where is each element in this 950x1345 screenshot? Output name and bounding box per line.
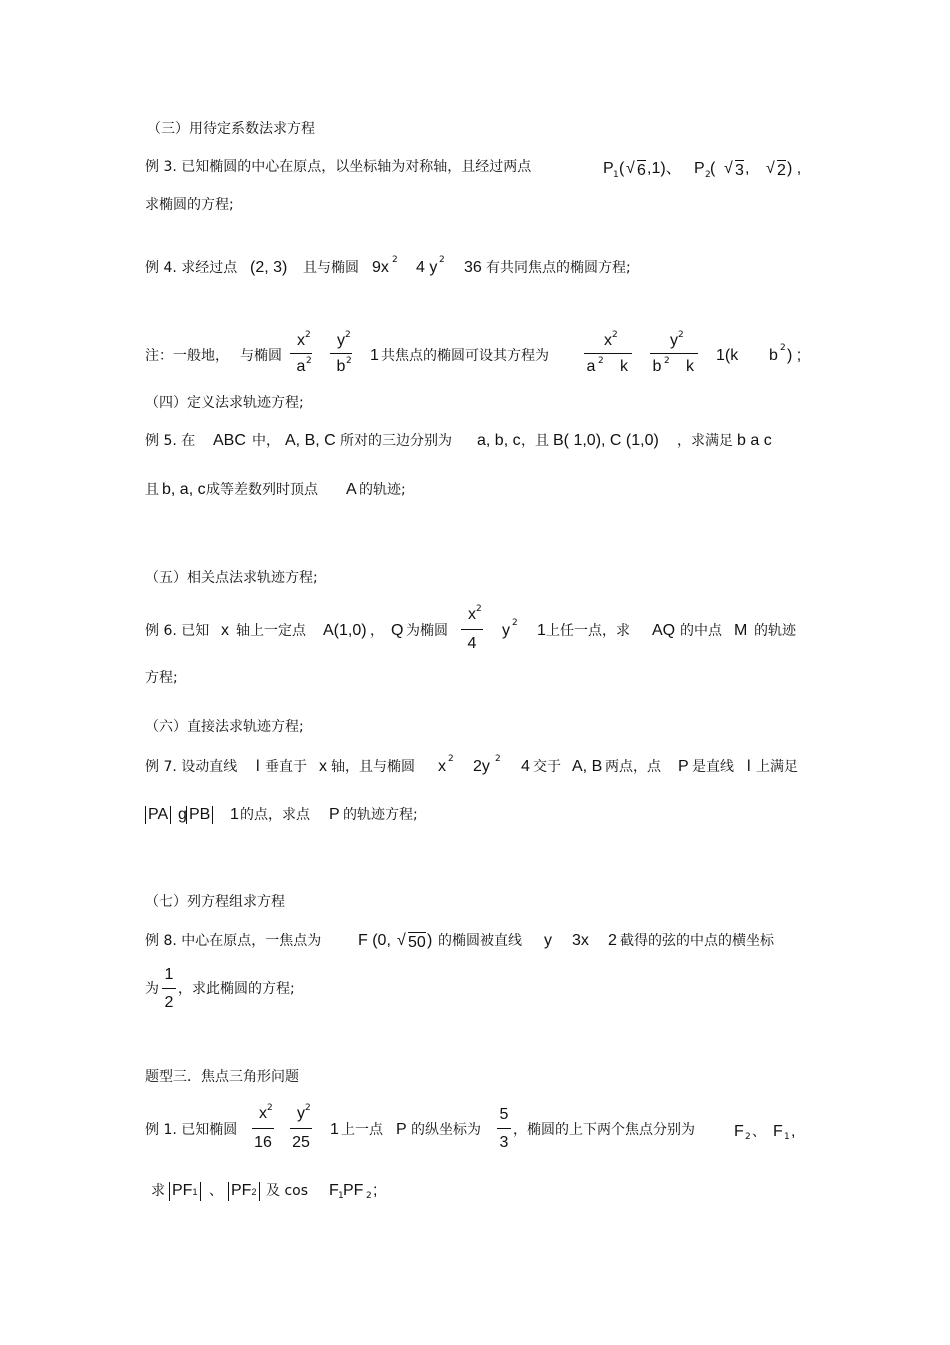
note-tail-1: 1(k (716, 347, 739, 364)
example-8-text-4: 为 (145, 981, 159, 997)
exponent: 2 (476, 604, 482, 614)
sqrt-sign: √ (397, 932, 406, 949)
numerator: x (468, 606, 476, 623)
example-6-text-6: 的中点 (680, 623, 722, 639)
fraction-bar (290, 353, 312, 354)
example-7-text-7: 上满足 (756, 759, 798, 775)
abs-pa (145, 806, 171, 824)
focus-close: ) (427, 932, 433, 949)
example-5-text-2: 中， (252, 433, 280, 449)
exponent: 2 (345, 330, 351, 340)
y-term: 2y (473, 758, 490, 775)
exponent: 2 (448, 754, 454, 764)
fraction-bar (290, 1128, 312, 1129)
x-term: x (438, 758, 446, 775)
note-one: 1 (370, 347, 379, 364)
eq-one: 1 (230, 806, 239, 823)
points-bc: B( 1,0), C (1,0) (553, 432, 659, 449)
problem-type-3-heading: 题型三．焦点三角形问题 (145, 1069, 299, 1085)
point-p: P (678, 758, 689, 775)
p1-radicand: 6 (637, 162, 646, 179)
exponent: 2 (305, 1103, 311, 1113)
line-l: l (747, 758, 751, 775)
example-5-text: 例 5. 在 (145, 433, 196, 449)
radicand-50: 50 (408, 934, 426, 951)
exponent: 2 (780, 343, 786, 353)
y-var: y (544, 932, 552, 949)
semicolon: ; (373, 1182, 378, 1199)
point-p2: P (694, 160, 705, 177)
example-7-text-3: 轴，且与椭圆 (331, 759, 415, 775)
angle-pf2: PF (343, 1182, 364, 1199)
fraction-bar (461, 629, 483, 630)
p1-rest: ,1)、 (647, 160, 682, 177)
example-1-text-5: 求 (151, 1183, 165, 1199)
fraction-x2-a2-k (584, 332, 632, 378)
subscript: 1 (784, 1132, 790, 1142)
p1-open: ( (619, 160, 625, 177)
numerator: y (670, 332, 678, 349)
line-l: l (256, 758, 260, 775)
midpoint-m: M (734, 622, 748, 639)
segment-aq: AQ (652, 622, 676, 639)
triangle-abc: ABC (213, 432, 246, 449)
p2-close: ) , (787, 160, 802, 177)
comma: , (791, 1123, 796, 1140)
sides-bac: b, a, c (162, 481, 206, 498)
example-5-text-4: ，且 (521, 433, 549, 449)
example-8-text: 例 8. 中心在原点，一焦点为 (145, 933, 322, 949)
point-p1-sub: 1 (613, 170, 619, 180)
subscript: 1 (192, 1187, 198, 1197)
example-6-text-7: 的轨迹 (754, 623, 796, 639)
fraction-bar (584, 353, 632, 354)
exponent: 2 (306, 356, 312, 366)
denominator: 4 (467, 635, 477, 652)
segment-pf1: PF (172, 1182, 193, 1199)
note-label: 注：一般地， (145, 348, 229, 364)
denominator: b (336, 358, 346, 375)
point-q: Q (391, 622, 404, 639)
example-8-text-3: 截得的弦的中点的横坐标 (620, 933, 774, 949)
denominator: 25 (292, 1134, 310, 1151)
sqrt-sign: √ (724, 160, 733, 177)
example-1-text-4: ，椭圆的上下两个焦点分别为 (513, 1122, 695, 1138)
separator: 、 (752, 1124, 766, 1140)
exponent: 2 (305, 330, 311, 340)
eq-term-9x: 9x (372, 259, 389, 276)
denominator-k: k (686, 358, 694, 375)
example-8-text-5: ，求此椭圆的方程; (178, 981, 295, 997)
abs-pf1 (169, 1182, 201, 1201)
fraction-x2-4 (461, 606, 483, 654)
section-heading-3: （三）用待定系数法求方程 (147, 121, 315, 137)
denominator-k: k (620, 358, 628, 375)
fraction-bar (497, 1128, 511, 1129)
exponent: 2 (495, 754, 501, 764)
exponent: 2 (267, 1103, 273, 1113)
eq-one: 1 (537, 622, 546, 639)
sqrt-sign: √ (766, 160, 775, 177)
focus-f1: F (773, 1123, 783, 1140)
exponent: 2 (664, 356, 670, 366)
example-4-text: 例 4. 求经过点 (145, 260, 238, 276)
exponent: 2 (512, 618, 518, 628)
example-5-text-8: 的轨迹; (359, 482, 406, 498)
example-6-text-3: ， (370, 623, 384, 639)
example-5-text-7: 成等差数列时顶点 (206, 482, 318, 498)
p2-radicand-1: 3 (735, 162, 744, 179)
note-text-1: 与椭圆 (240, 348, 282, 364)
denominator-b: b (652, 358, 662, 375)
subscript: 1 (338, 1191, 344, 1201)
example-7-text-5: 两点，点 (605, 759, 661, 775)
example-7-text-8: 的点，求点 (240, 807, 310, 823)
fraction-bar (330, 353, 352, 354)
exponent: 2 (612, 330, 618, 340)
x-axis-var: x (319, 758, 327, 775)
section-heading-5: （五）相关点法求轨迹方程; (145, 570, 318, 586)
fraction-5-3 (497, 1106, 511, 1154)
note-tail-2: ) ; (787, 347, 802, 364)
example-7-text-6: 是直线 (692, 759, 734, 775)
example-7-text: 例 7. 设动直线 (145, 759, 238, 775)
fraction-one-half (162, 966, 176, 1014)
fraction-y2-b2 (330, 332, 352, 378)
numerator: x (259, 1105, 267, 1122)
exponent: 2 (392, 255, 398, 265)
angle-f1: F (329, 1182, 339, 1199)
point-p: P (396, 1121, 407, 1138)
point-p: P (329, 806, 340, 823)
example-1-text-2: 上一点 (341, 1122, 383, 1138)
segment-pf2: PF (231, 1182, 252, 1199)
p2-comma: , (745, 160, 750, 177)
fraction-x2-a2 (290, 332, 312, 378)
denominator: 16 (254, 1134, 272, 1151)
section-heading-6: （六）直接法求轨迹方程; (145, 719, 304, 735)
eq-term-4y: 4 y (416, 259, 438, 276)
example-6-text-8: 方程; (145, 670, 178, 686)
example-5-text-6: 且 (145, 482, 159, 498)
example-6-text-4: 为椭圆 (406, 623, 448, 639)
y-term: y (502, 622, 510, 639)
x-axis-var: x (221, 622, 229, 639)
example-8-text-2: 的椭圆被直线 (438, 933, 522, 949)
sqrt-sign: √ (626, 160, 635, 177)
example-3-question: 求椭圆的方程; (145, 197, 234, 213)
abs-pb (186, 806, 213, 824)
sides: a, b, c (477, 432, 521, 449)
section-heading-7: （七）列方程组求方程 (145, 894, 285, 910)
example-1-text-6: 及 cos (266, 1183, 309, 1199)
fraction-y2-b2-k (650, 332, 698, 378)
example-3-text: 例 3. 已知椭圆的中心在原点，以坐标轴为对称轴，且经过两点 (145, 159, 532, 175)
subscript: 2 (251, 1187, 257, 1197)
eq-four: 4 (521, 758, 530, 775)
eq-term-36: 36 (464, 259, 482, 276)
term-2: 2 (608, 932, 617, 949)
example-6-text-2: 轴上一定点 (236, 623, 306, 639)
p2-open: ( (710, 160, 716, 177)
numerator: 1 (164, 966, 174, 983)
exponent: 2 (678, 330, 684, 340)
example-4-text-2: 且与椭圆 (303, 260, 359, 276)
fraction-y2-25 (290, 1105, 312, 1153)
numerator: x (297, 332, 305, 349)
denominator: 2 (164, 994, 174, 1011)
segment-pb: PB (189, 806, 211, 823)
focus-f: F (0, (358, 932, 391, 949)
p2-radicand-2: 2 (777, 162, 786, 179)
denominator: 3 (499, 1134, 509, 1151)
example-7-text-4: 交于 (533, 759, 561, 775)
note-text-2: 共焦点的椭圆可设其方程为 (381, 348, 549, 364)
example-6-text-5: 上任一点，求 (546, 623, 630, 639)
example-7-text-2: 垂直于 (265, 759, 307, 775)
fraction-x2-16 (252, 1105, 274, 1153)
numerator: y (337, 332, 345, 349)
separator: 、 (209, 1183, 223, 1199)
numerator: y (297, 1105, 305, 1122)
point-a: A(1,0) (323, 622, 367, 639)
segment-pa: PA (148, 806, 169, 823)
fraction-bar (162, 988, 176, 989)
exponent: 2 (346, 356, 352, 366)
example-1-text: 例 1. 已知椭圆 (145, 1122, 238, 1138)
denominator: a (296, 358, 306, 375)
note-tail-b: b (769, 347, 778, 364)
section-heading-4: （四）定义法求轨迹方程; (145, 395, 304, 411)
numerator: x (604, 332, 612, 349)
term-3x: 3x (572, 932, 589, 949)
eq-one: 1 (330, 1121, 339, 1138)
example-7-text-9: 的轨迹方程; (343, 807, 418, 823)
fraction-bar (252, 1128, 274, 1129)
example-4-text-3: 有共同焦点的椭圆方程; (486, 260, 631, 276)
example-5-text-5: ，求满足 (677, 433, 733, 449)
example-5-text-3: 所对的三边分别为 (340, 433, 452, 449)
relation: b a c (737, 432, 772, 449)
point-p2-sub: 2 (705, 170, 711, 180)
point-p1: P (603, 160, 614, 177)
example-4-point: (2, 3) (250, 259, 288, 276)
exponent: 2 (598, 356, 604, 366)
fraction-bar (650, 353, 698, 354)
example-6-text: 例 6. 已知 (145, 623, 210, 639)
vertices: A, B, C (285, 432, 336, 449)
numerator: 5 (499, 1106, 509, 1123)
focus-f2: F (734, 1123, 744, 1140)
subscript: 2 (366, 1191, 372, 1201)
denominator-a: a (586, 358, 596, 375)
subscript: 2 (745, 1132, 751, 1142)
vertex-a: A (346, 481, 357, 498)
points-ab: A, B (572, 758, 603, 775)
exponent: 2 (439, 255, 445, 265)
example-1-text-3: 的纵坐标为 (411, 1122, 481, 1138)
abs-pf2 (228, 1182, 260, 1201)
product-dot: g (178, 806, 187, 823)
